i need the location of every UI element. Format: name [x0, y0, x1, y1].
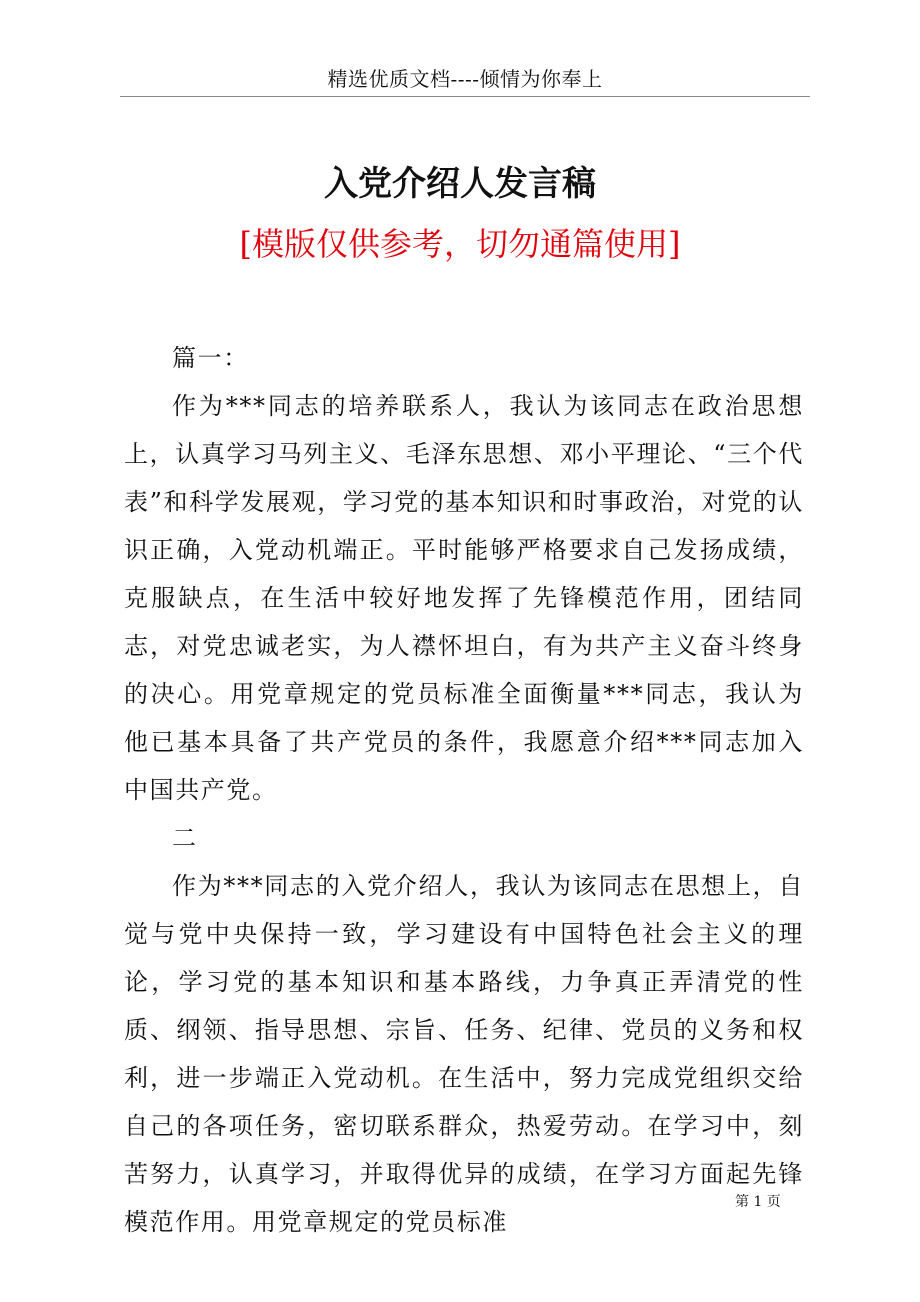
section-heading-one: 篇一： [172, 344, 249, 372]
section-heading-two: 二 [172, 824, 198, 852]
page-number: 第 1 页 [735, 1194, 781, 1210]
document-body [124, 334, 804, 1246]
page-header [120, 62, 810, 97]
header-text: 精选优质文档----倾情为你奉上 [327, 67, 603, 91]
paragraph-two: 作为***同志的入党介绍人，我认为该同志在思想上，自觉与党中央保持一致，学习建设有中国特色社会主义的理论，学习党的基本知识和基本路线，力争真正弄清党的性质、纲领、指导思想、宗旨、任务、纪律、党员的义务和权利，进一步端正入党动机。在生活中，努力完成党组织交给自己的各项任务，密切联系群众，热爱劳动。在学习中，刻苦努力，认真学习，并取得优异的成绩，在学习方面起先锋模范作用。用党章规定的党员标准 [124, 872, 804, 1236]
document-subtitle: [模版仅供参考，切勿通篇使用] [239, 225, 681, 263]
document-title: 入党介绍人发言稿 [324, 164, 596, 204]
paragraph-one: 作为***同志的培养联系人，我认为该同志在政治思想上，认真学习马列主义、毛泽东思想、邓小平理论、“三个代表”和科学发展观，学习党的基本知识和时事政治，对党的认识正确，入党动机端正。平时能够严格要求自己发扬成绩，克服缺点，在生活中较好地发挥了先锋模范作用，团结同志，对党忠诚老实，为人襟怀坦白，有为共产主义奋斗终身的决心。用党章规定的党员标准全面衡量***同志，我认为他已基本具备了共产党员的条件，我愿意介绍***同志加入中国共产党。 [124, 392, 804, 804]
